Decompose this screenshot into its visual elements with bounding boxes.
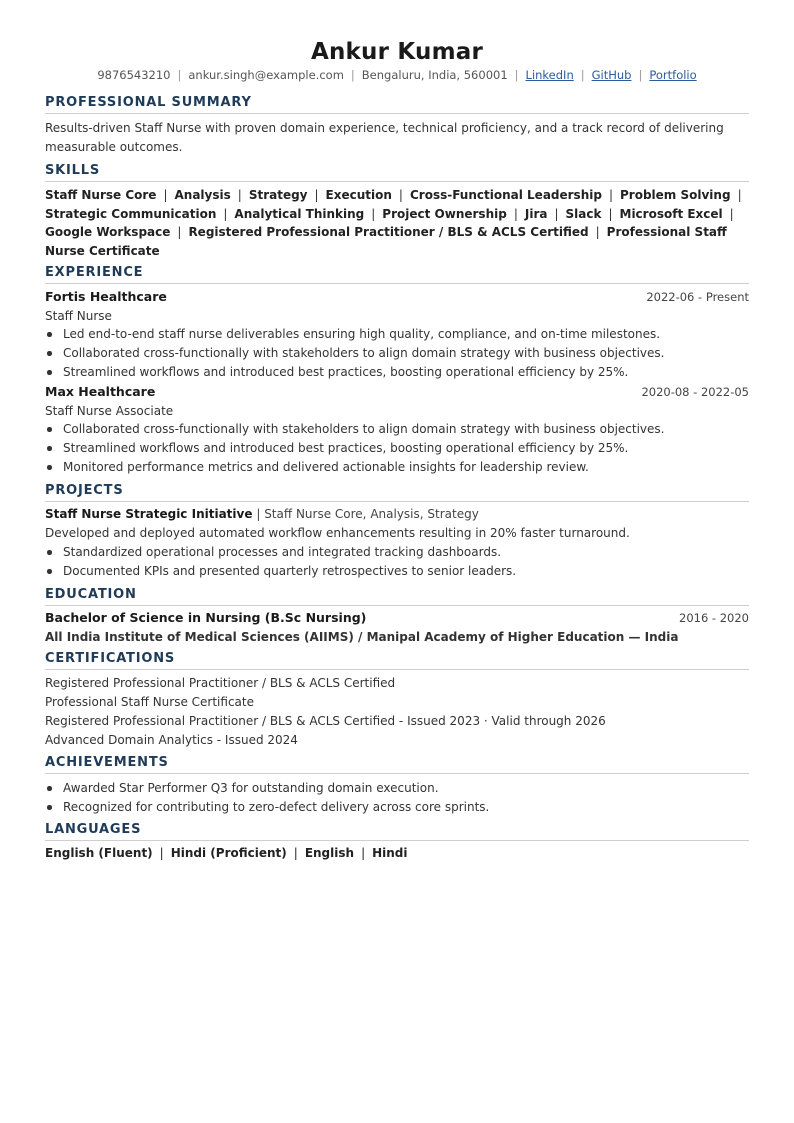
- skills-heading: SKILLS: [45, 162, 749, 182]
- certification-item: Registered Professional Practitioner / BLS & ACLS Certified - Issued 2023 · Valid through 2026: [45, 714, 606, 728]
- project-title: Staff Nurse Strategic Initiative: [45, 507, 253, 521]
- separator: |: [177, 225, 182, 239]
- certification-item: Professional Staff Nurse Certificate: [45, 695, 254, 709]
- skill-item: Project Ownership: [382, 206, 507, 221]
- education-heading: EDUCATION: [45, 586, 749, 606]
- achievements-list: [45, 779, 749, 817]
- summary-text: Results-driven Staff Nurse with proven domain experience, technical proficiency, and a track record of delivering measurable outcomes.: [45, 121, 724, 154]
- language-item: English (Fluent): [45, 846, 153, 860]
- bullet-item: Streamlined workflows and introduced best practices, boosting operational efficiency by 25%.: [45, 439, 749, 458]
- separator: |: [513, 206, 518, 221]
- separator: |: [554, 206, 559, 221]
- language-item: Hindi (Proficient): [170, 846, 287, 860]
- skill-item: Strategic Communication: [45, 206, 217, 221]
- separator: |: [163, 188, 168, 202]
- separator: |: [350, 68, 355, 82]
- separator: |: [159, 846, 164, 860]
- job-bullets: [45, 325, 749, 382]
- job-entry: [45, 287, 749, 382]
- bullet-item: Awarded Star Performer Q3 for outstanding domain execution.: [45, 779, 749, 798]
- separator: |: [608, 206, 613, 221]
- skill-item: Professional Staff Nurse Certificate: [45, 225, 727, 258]
- resume-page: [45, 0, 749, 863]
- projects-heading: PROJECTS: [45, 482, 749, 502]
- project-header: [45, 505, 749, 524]
- separator: |: [314, 188, 319, 202]
- separator: |: [223, 206, 228, 221]
- school: All India Institute of Medical Sciences (AIIMS) / Manipal Academy of Higher Education — India: [45, 630, 679, 644]
- bullet-item: Collaborated cross-functionally with stakeholders to align domain strategy with business objectives.: [45, 420, 749, 439]
- achievements-heading: ACHIEVEMENTS: [45, 754, 749, 774]
- separator: |: [737, 188, 742, 202]
- summary-heading: PROFESSIONAL SUMMARY: [45, 94, 749, 114]
- job-role: Staff Nurse Associate: [45, 404, 174, 418]
- skill-item: Staff Nurse Core: [45, 188, 157, 202]
- job-header: [45, 287, 749, 307]
- job-bullets: [45, 420, 749, 477]
- certifications-list: [45, 674, 749, 750]
- bullet-item: Standardized operational processes and integrated tracking dashboards.: [45, 543, 749, 562]
- bullet-item: Led end-to-end staff nurse deliverables ensuring high quality, compliance, and on-time milestones.: [45, 325, 749, 344]
- separator: |: [398, 188, 403, 202]
- skill-item: Cross-Functional Leadership: [409, 188, 602, 202]
- skills-line: [45, 223, 749, 260]
- project-separator: |: [256, 507, 261, 521]
- certification-item: Registered Professional Practitioner / BLS & ACLS Certified: [45, 676, 396, 690]
- separator: |: [595, 225, 600, 239]
- bullet-item: Streamlined workflows and introduced best practices, boosting operational efficiency by 25%.: [45, 363, 749, 382]
- separator: |: [514, 68, 519, 82]
- job-header: [45, 382, 749, 402]
- bullet-item: Recognized for contributing to zero-defect delivery across core sprints.: [45, 798, 749, 817]
- degree: Bachelor of Science in Nursing (B.Sc Nursing): [45, 610, 367, 625]
- linkedin-link[interactable]: LinkedIn: [525, 68, 574, 82]
- company-name: Max Healthcare: [45, 384, 156, 399]
- location: Bengaluru, India, 560001: [361, 68, 508, 82]
- languages-heading: LANGUAGES: [45, 821, 749, 841]
- education-dates: 2016 - 2020: [679, 611, 749, 625]
- language-item: Hindi: [372, 846, 408, 860]
- skill-item: Google Workspace: [45, 225, 171, 239]
- separator: |: [608, 188, 613, 202]
- project-bullets: [45, 543, 749, 581]
- job-dates: 2022-06 - Present: [646, 290, 749, 304]
- separator: |: [638, 68, 643, 82]
- education-header: [45, 608, 749, 628]
- skill-item: Analytical Thinking: [234, 206, 365, 221]
- skill-item: Registered Professional Practitioner / BLS & ACLS Certified: [188, 225, 589, 239]
- github-link[interactable]: GitHub: [591, 68, 632, 82]
- portfolio-link[interactable]: Portfolio: [649, 68, 697, 82]
- bullet-item: Documented KPIs and presented quarterly retrospectives to senior leaders.: [45, 562, 749, 581]
- languages-list: [45, 844, 749, 863]
- separator: |: [237, 188, 242, 202]
- separator: |: [361, 846, 366, 860]
- candidate-name: Ankur Kumar: [310, 39, 484, 65]
- contact-line: [45, 68, 749, 83]
- separator: |: [371, 206, 376, 221]
- skill-item: Microsoft Excel: [619, 206, 723, 221]
- project-tech: Staff Nurse Core, Analysis, Strategy: [264, 507, 479, 521]
- bullet-item: Monitored performance metrics and delivered actionable insights for leadership review.: [45, 458, 749, 477]
- skill-item: Jira: [524, 206, 548, 221]
- skill-item: Slack: [565, 206, 602, 221]
- language-item: English: [304, 846, 355, 860]
- job-dates: 2020-08 - 2022-05: [641, 385, 749, 399]
- skills-line: [45, 186, 749, 205]
- skills-list: [45, 186, 749, 260]
- separator: |: [293, 846, 298, 860]
- skill-item: Execution: [325, 188, 392, 202]
- certification-item: Advanced Domain Analytics - Issued 2024: [45, 733, 298, 747]
- project-description: Developed and deployed automated workflow enhancements resulting in 20% faster turnaround.: [45, 526, 630, 540]
- separator: |: [580, 68, 585, 82]
- experience-heading: EXPERIENCE: [45, 264, 749, 284]
- skills-line: [45, 205, 749, 224]
- separator: |: [729, 206, 734, 221]
- company-name: Fortis Healthcare: [45, 289, 167, 304]
- skill-item: Problem Solving: [620, 188, 731, 202]
- separator: |: [177, 68, 182, 82]
- skill-item: Analysis: [174, 188, 231, 202]
- email: ankur.singh@example.com: [188, 68, 344, 82]
- job-role: Staff Nurse: [45, 309, 112, 323]
- phone: 9876543210: [97, 68, 171, 82]
- skill-item: Strategy: [248, 188, 308, 202]
- certifications-heading: CERTIFICATIONS: [45, 650, 749, 670]
- bullet-item: Collaborated cross-functionally with stakeholders to align domain strategy with business objectives.: [45, 344, 749, 363]
- job-entry: [45, 382, 749, 477]
